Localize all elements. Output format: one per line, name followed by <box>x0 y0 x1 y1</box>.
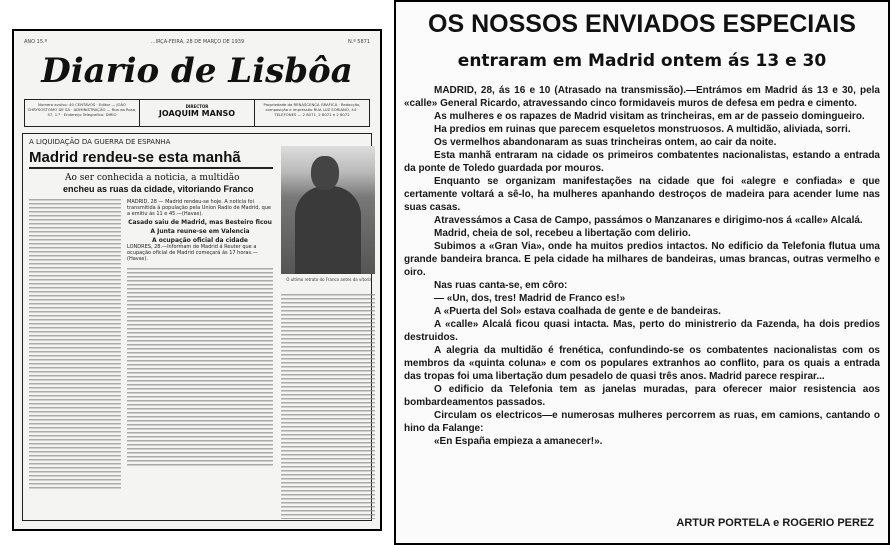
article-subheadline: entraram em Madrid ontem ás 13 e 30 <box>457 51 827 71</box>
paragraph: Atravessámos a Casa de Campo, passámos o Manzanares e dirigimo-nos á «calle» Alcalá. <box>434 215 863 226</box>
director-label: DIRECTOR <box>185 104 209 109</box>
headline: Madrid rendeu-se esta manhã <box>29 148 273 169</box>
dateline <box>24 39 370 45</box>
info-left: Numero avulso: 40 CENTAVOS · Editor — JOÃO CHRYSOSTOMO DE SÁ · ADMINISTRAÇÃO — Rua da Rosa, 57, 1.º · Endereço Telegrafico: DIRIO <box>25 100 140 126</box>
paragraph: Madrid, cheia de sol, recebeu a libertação com delirio. <box>434 228 691 239</box>
news-briefs <box>127 199 273 489</box>
subhead-2: encheu as ruas da cidade, vitoriando Franco <box>63 184 254 194</box>
paragraph: Esta manhã entraram na cidade os primeiros combatentes nacionalistas, estando a entrada da ponte de Toledo guardada por mouros. <box>404 150 880 174</box>
text-column-3 <box>281 294 375 519</box>
article-body <box>404 84 880 448</box>
info-right: Propriedade da RENASCENÇA GRAFICA · Redacção, composição e impressão RUA LUZ SORIANO, 44 · TELEFONES — 2 8071, 2 8071 e 2 8072 <box>263 102 361 117</box>
byline: ARTUR PORTELA e ROGERIO PEREZ <box>676 517 874 529</box>
paragraph: MADRID, 28, ás 16 e 10 (Atrasado na transmissão).—Entrámos em Madrid ás 13 e 30, pela «calle» General Ricardo, atravessando cinco formidaveis muros de defesa em pedra e cimento. <box>404 85 880 109</box>
text-column-2 <box>127 268 273 468</box>
year: ANO 15.º <box>24 39 47 45</box>
article-clipping <box>394 0 890 545</box>
photo-caption: O ultimo retrato do Franco antes da vitoria <box>286 277 372 282</box>
paragraph: O edificio da Telefonia tem as janelas muradas, para oferecer maior resistencia aos bombardeamentos passados. <box>404 384 880 408</box>
text-column-1 <box>29 199 121 489</box>
paragraph: A «calle» Alcalá ficou quasi intacta. Mas, perto do ministrerio da Fazenda, ha dois predios destruidos. <box>404 319 880 343</box>
paragraph: Subimos a «Gran Via», onde ha muitos predios intactos. No edificio da Telefonia flutua uma grande bandeira branca. E pela cidade ha milhares de bandeiras, umas brancas, outras vermelho e oiro. <box>404 241 880 278</box>
paragraph: Ha predios em ruinas que parecem esqueletos monstruosos. A multidão, aliviada, sorri. <box>434 124 851 135</box>
front-page-frame <box>12 29 382 531</box>
lead: MADRID, 28 — Madrid rendeu-se hoje. A noticia foi transmitida á população pela Union Radio de Madrid, que a emitiu ás 11 e 45.—(Havas). <box>127 199 272 217</box>
paragraph: — «Un, dos, tres! Madrid de Franco es!» <box>434 293 626 304</box>
paragraph: Enquanto se organizam manifestações na cidade que foi «alegre e confiada» e que certamente voltará a sê-lo, ha mulheres apanhando destroços de madeira para acender lume nas suas casas. <box>404 176 880 213</box>
section-2: A Junta reune-se em Valencia <box>150 228 250 235</box>
masthead: Diario de Lisbôa <box>41 51 353 91</box>
main-article <box>22 133 372 521</box>
paragraph: Nas ruas canta-se, em côro: <box>434 280 568 291</box>
paragraph: «En España empieza a amanecer!». <box>434 436 603 447</box>
paragraph: A alegria da multidão é frenética, confundindo-se os combatentes nacionalistas com os membros da «quinta coluna» e com os populares extranhos ao conflito, para os quais a entrada das tropas foi uma libertação dum pesadelo de quasi três anos. Madrid parece respirar... <box>404 345 880 382</box>
subhead-1: Ao ser conhecida a noticia, a multidão <box>65 173 240 183</box>
newspaper-front-page <box>0 0 390 545</box>
paragraph: A «Puerta del Sol» estava coalhada de gente e de bandeiras. <box>434 306 721 317</box>
article-columns <box>29 199 273 489</box>
info-box <box>24 99 370 127</box>
director-name: JOAQUIM MANSO <box>158 109 236 118</box>
section-3-text: LONDRES, 28.—Informam de Madrid á Reuter que a ocupação oficial de Madrid começará ás 17 horas.—(Havas). <box>127 244 258 262</box>
section-3: A ocupação oficial da cidade <box>152 237 248 244</box>
paragraph: As mulheres e os rapazes de Madrid visitam as trincheiras, em ar de passeio domingueiro. <box>434 111 865 122</box>
paragraph: Os vermelhos abandonaram as suas trincheiras ontem, ao cair da noite. <box>434 137 777 148</box>
article-headline: OS NOSSOS ENVIADOS ESPECIAIS <box>428 10 856 38</box>
issue-number: N.º 5871 <box>348 39 370 45</box>
franco-photo <box>281 146 375 274</box>
date: ...IRÇA-FEIRA, 28 DE MARÇO DE 1939 <box>150 39 245 45</box>
kicker: A LIQUIDAÇÃO DA GUERRA DE ESPANHA <box>29 138 171 146</box>
paragraph: Circulam os electricos—e numerosas mulheres percorrem as ruas, em camions, cantando o hino da Falange: <box>404 410 880 434</box>
article-left-column <box>29 138 273 489</box>
section-1: Casado saiu de Madrid, mas Besteiro ficou <box>128 219 272 226</box>
director <box>140 100 255 126</box>
